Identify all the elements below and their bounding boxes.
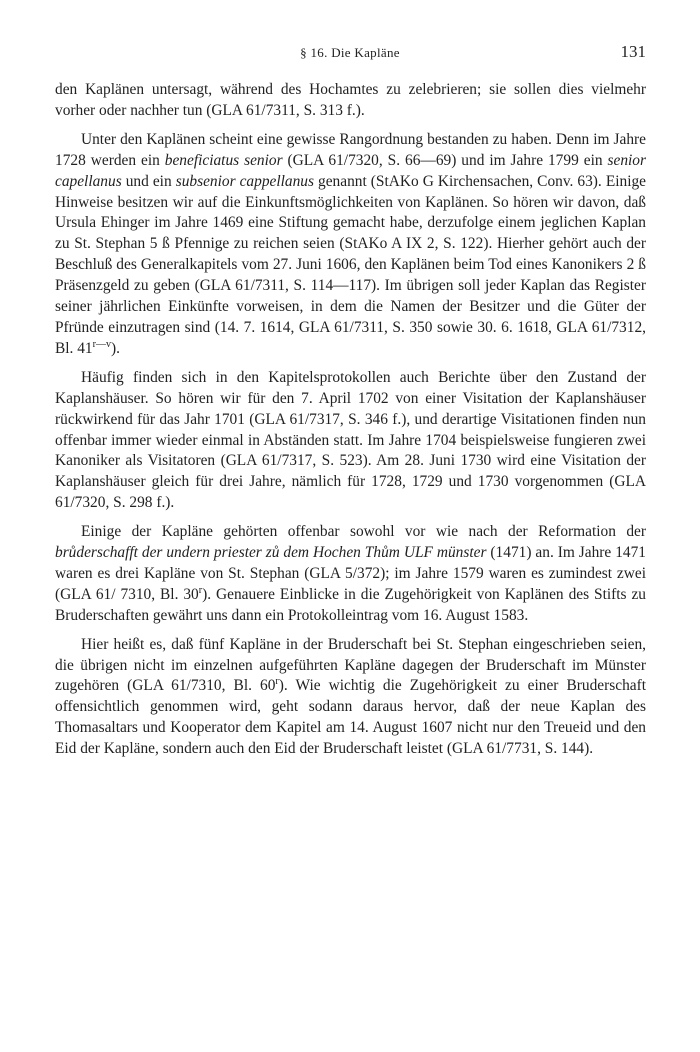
chapter-heading: § 16. Die Kapläne: [300, 45, 400, 60]
text-run: ).: [110, 339, 120, 357]
paragraph-5: [55, 635, 646, 760]
paragraph-text: den Kaplänen untersagt, während des Hochamtes zu zelebrieren; sie sollen dies vielmehr vorher oder nachher tun (GLA 61/7311, S. 313 f.).: [55, 81, 646, 119]
text-run: Hier heißt es, daß fünf Kapläne in der Bruderschaft bei St. Stephan eingeschrieben seien, die übrigen nicht im einzelnen aufgeführten Kapläne dagegen der Bruderschaft im Münster zugehören (GLA 61/7310, Bl. 60: [55, 635, 646, 695]
text-run: Unter den Kaplänen scheint eine gewisse Rangordnung bestanden zu haben. Denn im Jahre 1728 werden ein: [55, 130, 646, 169]
folio-superscript: r: [198, 584, 203, 596]
italic-term: subsenior cappellanus: [175, 172, 314, 190]
paragraph-text: Häufig finden sich in den Kapitelsprotokollen auch Berichte über den Zustand der Kaplanshäuser. So hören wir für den 7. April 1702 von einer Visitation der Kaplanshäuser rückwirkend für das Jahr 1701 (GLA 61/7317, S. 346 f.), und derartige Visitationen finden nun offenbar immer wieder einmal in Abständen statt. Im Jahre 1704 beispielsweise fungieren zwei Kanoniker als Visitatoren (GLA 61/7317, S. 523). Am 28. Juni 1730 wird eine Visitation der Kaplanshäuser gleich für drei Jahre, nämlich für 1728, 1729 und 1730 vorgenommen (GLA 61/7320, S. 298 f.).: [55, 368, 646, 512]
italic-term: senior capellanus: [55, 151, 646, 190]
folio-superscript: r—v: [92, 338, 111, 350]
running-header: [50, 44, 650, 64]
paragraph-2: [55, 130, 646, 360]
paragraph-1: [55, 80, 646, 122]
text-run: genannt (StAKo G Kirchensachen, Conv. 63). Einige Hinweise besitzen wir auf die Einkunftsmöglichkeiten von Kaplänen. So hören wir davon, daß Ursula Ehinger im Jahre 1469 eine Stiftung gemacht habe, derzufolge einem jeglichen Kaplan zu St. Stephan 5 ß Pfennige zu reichen seien (StAKo A IX 2, S. 122). Hierher gehört auch der Beschluß des Generalkapitels vom 27. Juni 1606, den Kaplänen beim Tod eines Kanonikers 2 ß Präsenzgeld zu geben (GLA 61/7311, S. 114—117). Im übrigen soll jeder Kaplan das Register seiner jährlichen Einkünfte vorweisen, in dem die Namen der Besitzer und die Güter der Pfründe einzutragen sind (14. 7. 1614, GLA 61/7311, S. 350 sowie 30. 6. 1618, GLA 61/7312, Bl. 41: [55, 172, 646, 357]
text-run: und ein: [121, 172, 176, 190]
text-run: ). Wie wichtig die Zugehörigkeit zu einer Bruderschaft offensichtlich genommen wird, geht sodann daraus hervor, daß der neue Kaplan des Thomasaltars und Kooperator dem Kapitel am 14. August 1607 nicht nur den Treueid und den Eid der Kapläne, sondern auch den Eid der Bruderschaft leistet (GLA 61/7731, S. 144).: [55, 677, 646, 758]
text-run: Einige der Kapläne gehörten offenbar sowohl vor wie nach der Reformation der: [81, 523, 646, 541]
text-run: (1471) an. Im Jahre 1471 waren es drei Kapläne von St. Stephan (GLA 5/372); im Jahre 1579 waren es zumindest zwei (GLA 61/ 7310, Bl. 30: [55, 544, 647, 603]
paragraph-4: [55, 522, 646, 627]
folio-superscript: r: [275, 676, 279, 688]
italic-term: beneficiatus senior: [164, 151, 283, 169]
paragraph-3: [55, 368, 646, 514]
text-run: ). Genauere Einblicke in die Zugehörigkeit von Kaplänen des Stifts zu Bruderschaften gewährt uns dann ein Protokolleintrag vom 16. August 1583.: [55, 585, 647, 624]
italic-quotation: brůderschafft der undern priester zů dem Hochen Thům ULF münster: [55, 544, 487, 562]
body-text: [55, 80, 646, 760]
text-run: (GLA 61/7320, S. 66—69) und im Jahre 1799 ein: [282, 151, 608, 169]
page-number: 131: [620, 42, 646, 61]
